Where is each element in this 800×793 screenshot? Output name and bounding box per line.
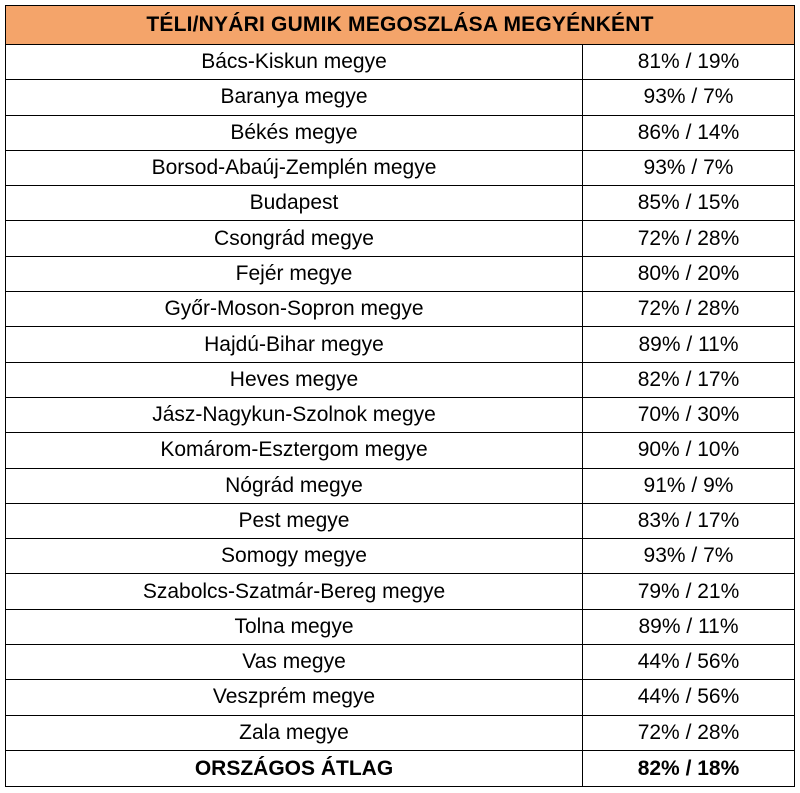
winter-summer-split: 89% / 11% xyxy=(638,614,739,638)
table-row xyxy=(6,151,794,186)
table-row xyxy=(6,716,794,751)
winter-summer-split: 72% / 28% xyxy=(637,720,740,744)
county-name: Fejér megye xyxy=(6,257,583,291)
winter-summer-split: 81% / 19% xyxy=(637,50,740,74)
county-name: Heves megye xyxy=(6,363,583,397)
table-body xyxy=(6,45,794,786)
county-name: Budapest xyxy=(6,186,583,220)
county-name: Jász-Nagykun-Szolnok megye xyxy=(6,398,583,432)
winter-summer-split: 82% / 17% xyxy=(637,367,740,391)
county-name: Tolna megye xyxy=(6,610,583,644)
table-title: TÉLI/NYÁRI GUMIK MEGOSZLÁSA MEGYÉNKÉNT xyxy=(6,6,794,45)
table-row xyxy=(6,680,794,715)
table-row xyxy=(6,504,794,539)
winter-summer-split: 72% / 28% xyxy=(637,297,740,321)
winter-summer-split: 44% / 56% xyxy=(637,685,740,709)
total-split: 82% / 18% xyxy=(637,756,740,780)
tire-split-table xyxy=(5,5,795,787)
table-row xyxy=(6,221,794,256)
winter-summer-split: 93% / 7% xyxy=(643,156,734,180)
winter-summer-split: 85% / 15% xyxy=(637,191,740,215)
table-row xyxy=(6,398,794,433)
winter-summer-split: 80% / 20% xyxy=(637,261,740,285)
county-name: Nógrád megye xyxy=(6,469,583,503)
table-row xyxy=(6,327,794,362)
table-row xyxy=(6,186,794,221)
winter-summer-split: 44% / 56% xyxy=(637,650,740,674)
county-name: Pest megye xyxy=(6,504,583,538)
table-row xyxy=(6,292,794,327)
county-name: Vas megye xyxy=(6,645,583,679)
county-name: Zala megye xyxy=(6,716,583,750)
winter-summer-split: 93% / 7% xyxy=(643,85,734,109)
winter-summer-split: 93% / 7% xyxy=(643,544,734,568)
county-name: Békés megye xyxy=(6,116,583,150)
table-row xyxy=(6,116,794,151)
table-row xyxy=(6,469,794,504)
winter-summer-split: 70% / 30% xyxy=(637,403,740,427)
county-name: Baranya megye xyxy=(6,80,583,114)
table-row xyxy=(6,45,794,80)
table-row xyxy=(6,645,794,680)
county-name: Győr-Moson-Sopron megye xyxy=(6,292,583,326)
table-row xyxy=(6,539,794,574)
winter-summer-split: 90% / 10% xyxy=(637,438,740,462)
table-row xyxy=(6,363,794,398)
table-row xyxy=(6,80,794,115)
winter-summer-split: 89% / 11% xyxy=(638,332,739,356)
county-name: Komárom-Esztergom megye xyxy=(6,433,583,467)
county-name: Bács-Kiskun megye xyxy=(6,45,583,79)
table-row xyxy=(6,433,794,468)
winter-summer-split: 83% / 17% xyxy=(637,509,740,532)
table-row xyxy=(6,257,794,292)
county-name: Csongrád megye xyxy=(6,221,583,255)
winter-summer-split: 72% / 28% xyxy=(637,226,740,250)
winter-summer-split: 79% / 21% xyxy=(637,579,740,603)
winter-summer-split: 86% / 14% xyxy=(637,120,740,144)
table-row xyxy=(6,574,794,609)
county-name: Somogy megye xyxy=(6,539,583,573)
winter-summer-split: 91% / 9% xyxy=(643,473,734,497)
total-row xyxy=(6,751,794,786)
county-name: Veszprém megye xyxy=(6,680,583,714)
county-name: Szabolcs-Szatmár-Bereg megye xyxy=(6,574,583,608)
table-row xyxy=(6,610,794,645)
county-name: Borsod-Abaúj-Zemplén megye xyxy=(6,151,583,185)
county-name: Hajdú-Bihar megye xyxy=(6,327,583,361)
total-label: ORSZÁGOS ÁTLAG xyxy=(6,751,583,786)
